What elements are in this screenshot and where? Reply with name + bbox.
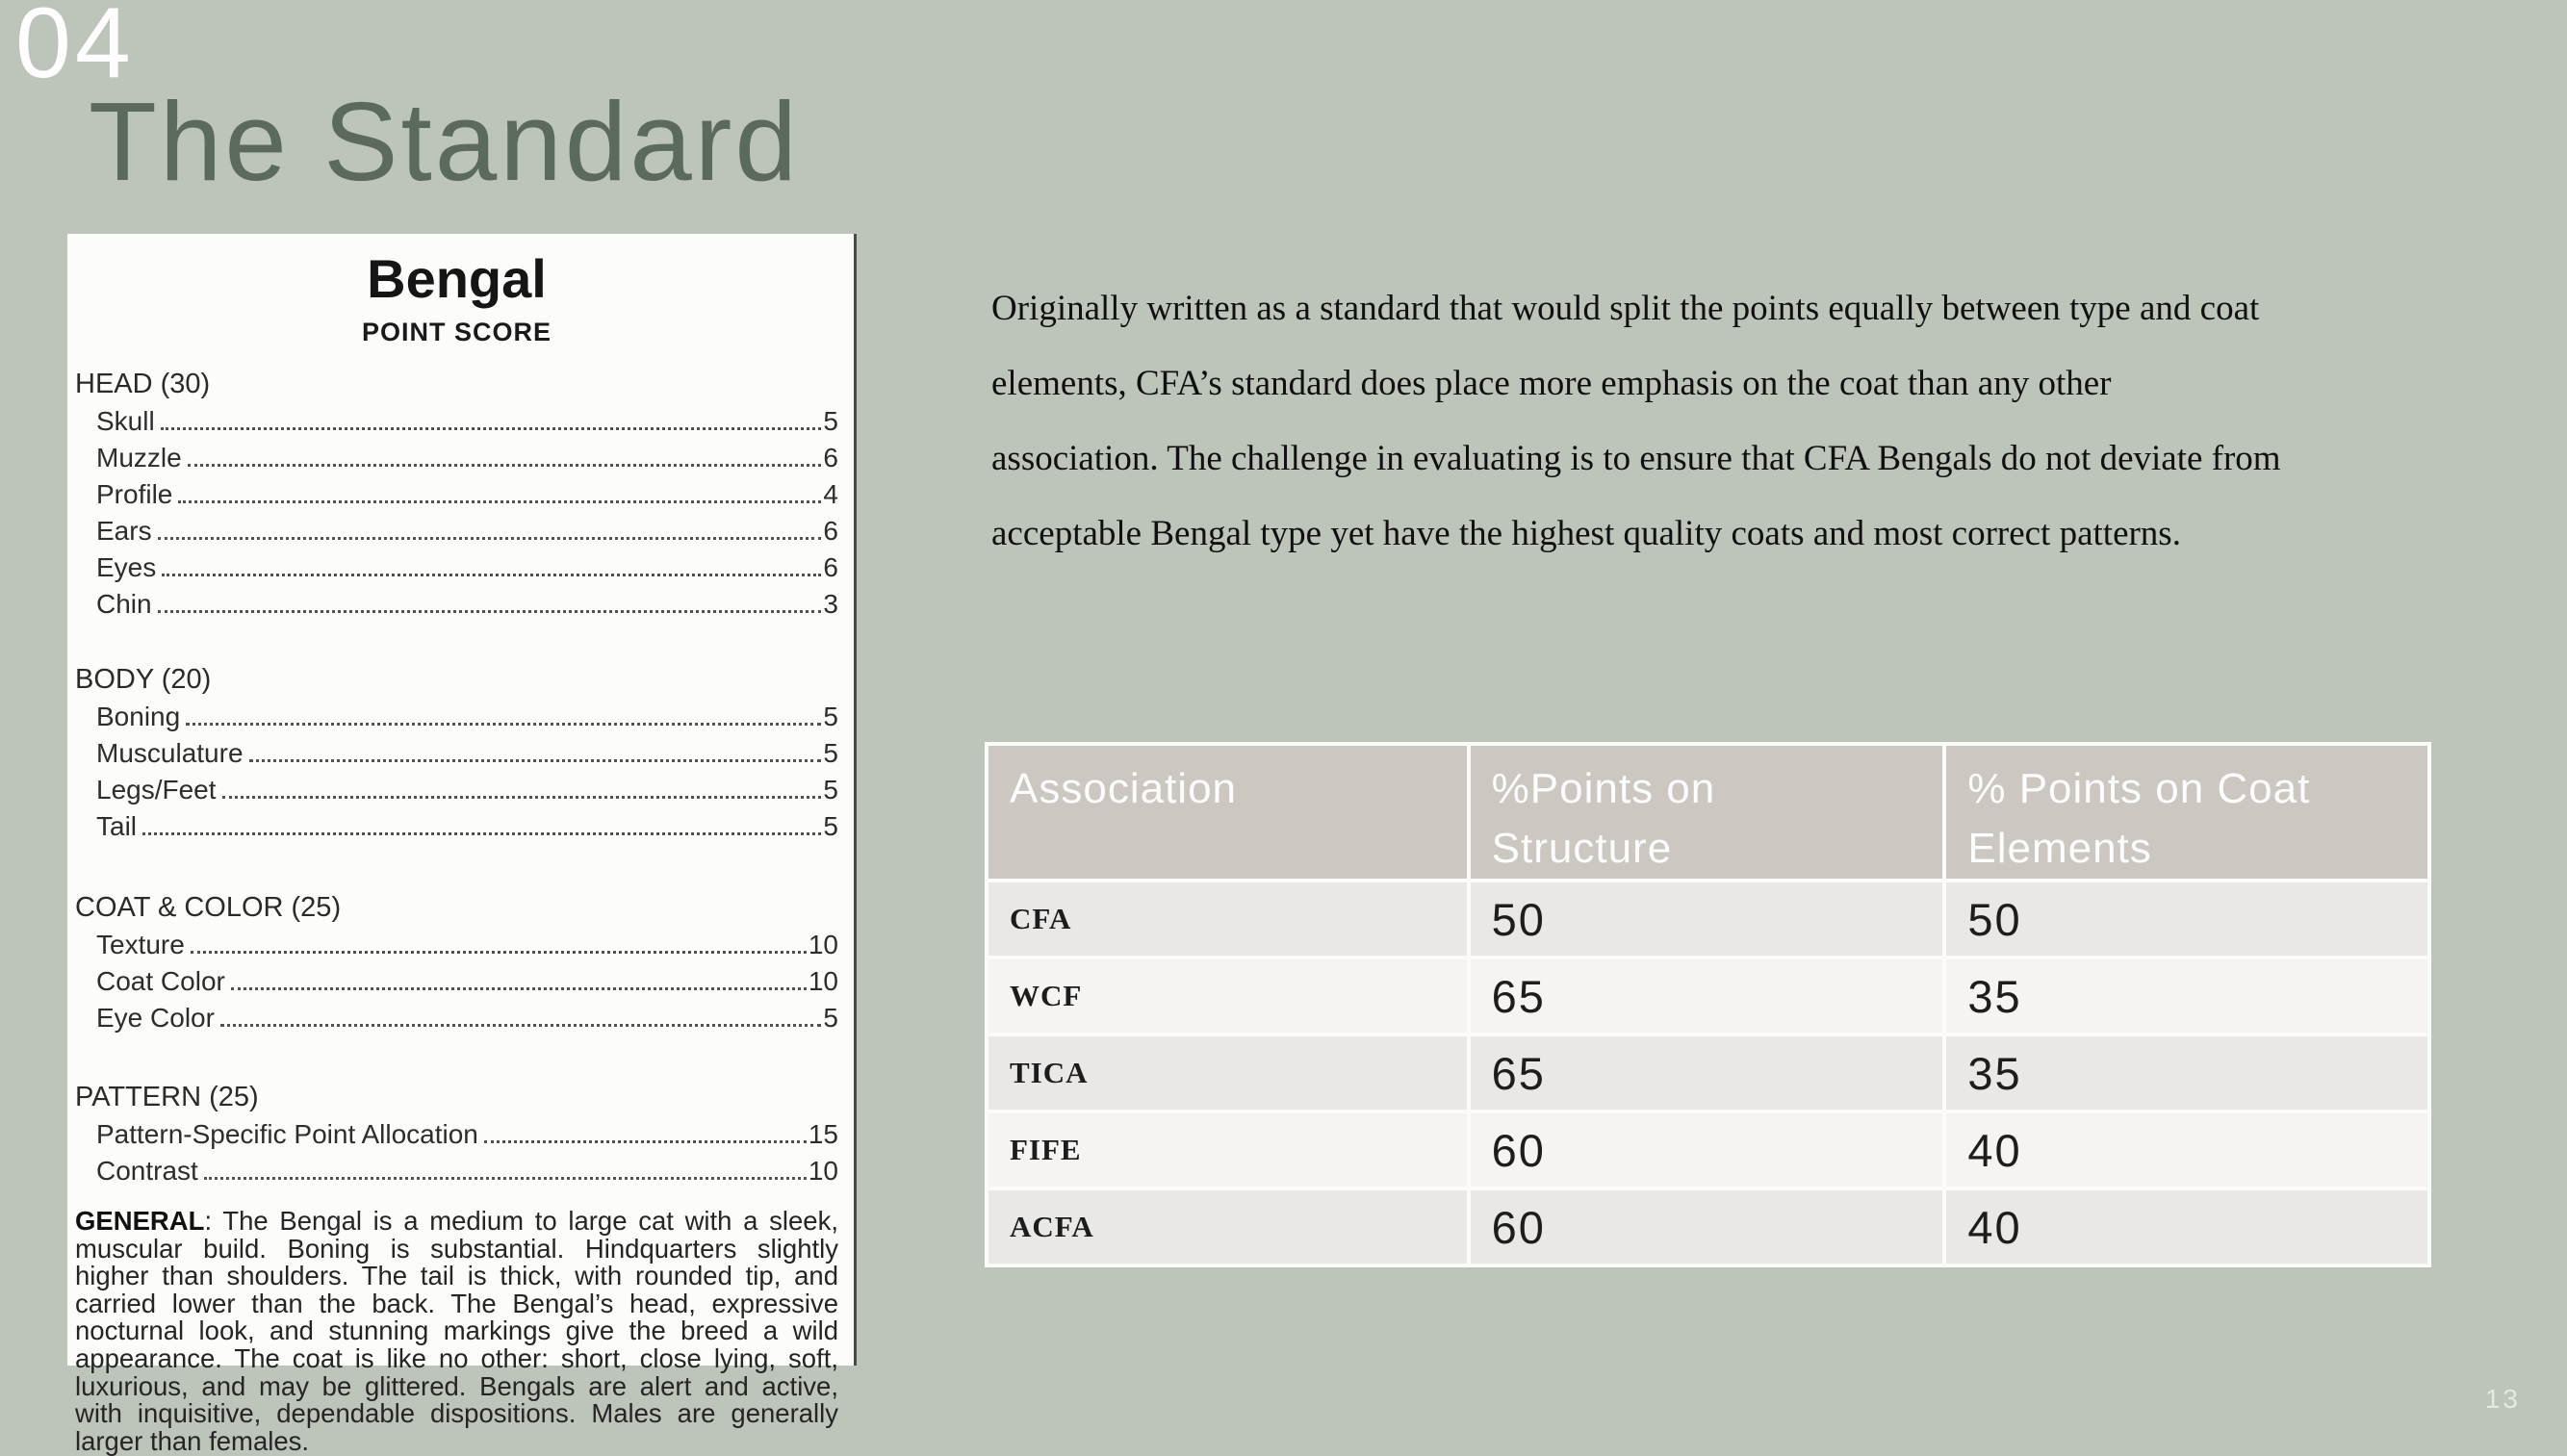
score-label: Musculature <box>96 738 244 768</box>
score-row <box>96 929 838 960</box>
table-row <box>988 882 2427 956</box>
card-breed-title: Bengal <box>367 248 547 309</box>
score-points: 5 <box>823 1003 838 1033</box>
section-header: COAT & COLOR (25) <box>75 892 342 923</box>
table-header-row <box>988 746 2427 879</box>
leader-dots <box>188 464 822 467</box>
association-cell: WCF <box>988 959 1467 1033</box>
association-cell: FIFE <box>988 1113 1467 1187</box>
score-row <box>96 1002 838 1034</box>
leader-dots <box>191 951 807 954</box>
score-points: 10 <box>808 966 838 996</box>
score-points: 5 <box>823 738 838 768</box>
score-points: 5 <box>823 775 838 805</box>
leader-dots <box>484 1140 807 1143</box>
score-label: Contrast <box>96 1156 198 1186</box>
score-label: Eye Color <box>96 1003 215 1033</box>
score-label: Coat Color <box>96 966 225 996</box>
score-row <box>96 774 838 805</box>
association-cell: TICA <box>988 1036 1467 1110</box>
score-label: Chin <box>96 589 152 619</box>
score-row <box>96 515 838 547</box>
table-row <box>988 959 2427 1033</box>
section-header: BODY (20) <box>75 664 212 695</box>
leader-dots <box>158 537 822 540</box>
structure-cell: 60 <box>1471 1113 1943 1187</box>
association-cell: ACFA <box>988 1190 1467 1264</box>
score-points: 5 <box>823 702 838 731</box>
score-label: Pattern-Specific Point Allocation <box>96 1119 478 1149</box>
score-points: 15 <box>808 1119 838 1149</box>
score-row <box>96 737 838 769</box>
score-label: Muzzle <box>96 443 182 473</box>
general-text: : The Bengal is a medium to large cat with a sleek, muscular build. Boning is substantial. Hindquarters slightly higher than shoulders. The tail is thick, with rounded tip, and carried lower than the back. The Bengal’s head, expressive nocturnal look, and stunning markings give the breed a wild appearance. The coat is like no other: short, close lying, soft, luxurious, and may be glittered. Bengals are alert and active, with inquisitive, dependable dispositions. Males are generally larger than females. <box>75 1206 838 1456</box>
score-label: Boning <box>96 702 181 731</box>
score-row <box>96 478 838 510</box>
coat-cell: 40 <box>1946 1113 2427 1187</box>
page-number: 13 <box>2484 1384 2521 1414</box>
score-row <box>96 965 838 997</box>
score-label: Skull <box>96 406 155 436</box>
column-header-structure: %Points on Structure <box>1471 746 1943 879</box>
score-points: 3 <box>823 589 838 619</box>
score-row <box>96 551 838 583</box>
associations-table <box>985 742 2431 1267</box>
structure-cell: 65 <box>1471 959 1943 1033</box>
score-row <box>96 1118 838 1150</box>
column-header-association: Association <box>988 746 1467 879</box>
coat-cell: 35 <box>1946 959 2427 1033</box>
table-row <box>988 1036 2427 1110</box>
general-label: GENERAL <box>75 1206 205 1236</box>
leader-dots <box>220 1024 821 1027</box>
score-points: 5 <box>823 811 838 841</box>
score-label: Texture <box>96 930 185 959</box>
structure-cell: 60 <box>1471 1190 1943 1264</box>
point-score-card <box>67 234 857 1456</box>
score-points: 4 <box>823 479 838 509</box>
section-header: HEAD (30) <box>75 369 211 399</box>
score-points: 5 <box>823 406 838 436</box>
section-header: PATTERN (25) <box>75 1082 259 1112</box>
leader-dots <box>249 759 822 762</box>
score-label: Eyes <box>96 552 157 582</box>
coat-cell: 35 <box>1946 1036 2427 1110</box>
score-label: Ears <box>96 516 152 546</box>
structure-cell: 65 <box>1471 1036 1943 1110</box>
score-points: 10 <box>808 930 838 959</box>
score-points: 6 <box>823 552 838 582</box>
leader-dots <box>178 500 821 503</box>
general-description <box>75 1208 838 1455</box>
leader-dots <box>222 796 822 799</box>
leader-dots <box>204 1177 807 1180</box>
score-row <box>96 1155 838 1187</box>
score-row <box>96 810 838 842</box>
score-label: Legs/Feet <box>96 775 217 805</box>
score-label: Tail <box>96 811 138 841</box>
score-row <box>96 405 838 437</box>
leader-dots <box>161 427 822 430</box>
score-row <box>96 701 838 732</box>
leader-dots <box>231 987 807 990</box>
table-row <box>988 1113 2427 1187</box>
section-pattern <box>75 1082 838 1187</box>
coat-cell: 50 <box>1946 882 2427 956</box>
score-points: 10 <box>808 1156 838 1186</box>
page-title: The Standard <box>89 79 800 204</box>
structure-cell: 50 <box>1471 882 1943 956</box>
score-row <box>96 442 838 473</box>
section-coat-color <box>75 892 838 1034</box>
score-label: Profile <box>96 479 173 509</box>
leader-dots <box>186 723 821 726</box>
association-cell: CFA <box>988 882 1467 956</box>
chapter-number: 04 <box>15 0 135 99</box>
score-row <box>96 588 838 620</box>
score-points: 6 <box>823 516 838 546</box>
column-header-coat: % Points on Coat Elements <box>1946 746 2427 879</box>
card-subtitle: POINT SCORE <box>361 318 552 346</box>
score-points: 6 <box>823 443 838 473</box>
leader-dots <box>158 610 822 613</box>
leader-dots <box>142 832 821 835</box>
leader-dots <box>162 574 821 576</box>
body-paragraph: Originally written as a standard that would split the points equally between type and coat elements, CFA’s standard does place more emphasis on the coat than any other association. The challenge in evaluating is to ensure that CFA Bengals do not deviate from acceptable Bengal type yet have the highest quality coats and most correct patterns. <box>991 289 2281 553</box>
section-head <box>75 369 838 620</box>
coat-cell: 40 <box>1946 1190 2427 1264</box>
table-row <box>988 1190 2427 1264</box>
section-body <box>75 664 838 842</box>
